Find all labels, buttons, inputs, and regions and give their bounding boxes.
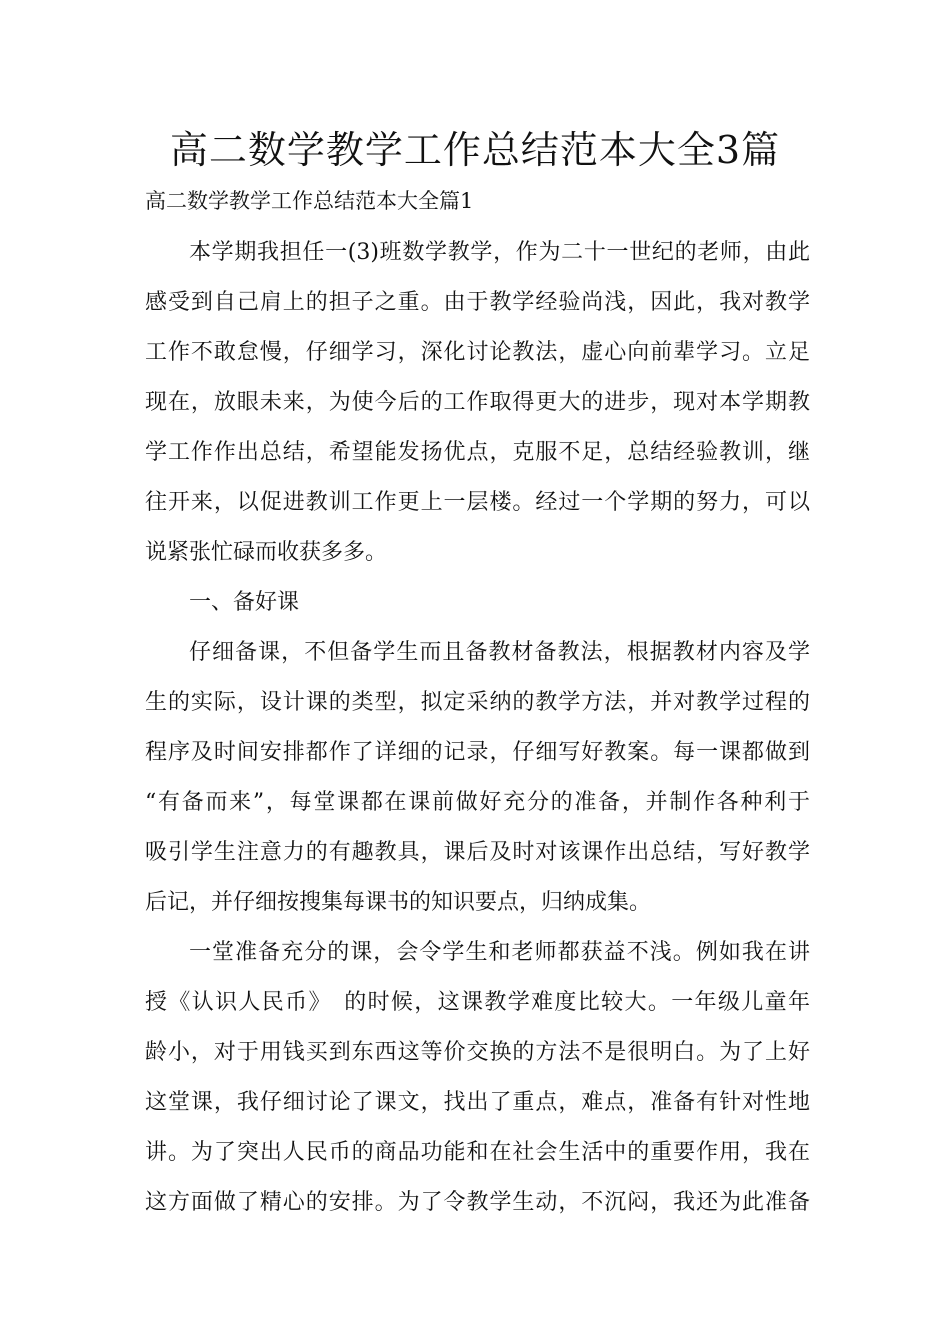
text-line: “有备而来”，每堂课都在课前做好充分的准备，并制作各种利于: [145, 790, 810, 815]
section-heading: 高二数学教学工作总结范本大全篇1: [145, 189, 474, 213]
text-line: 龄小，对于用钱买到东西这等价交换的方法不是很明白。为了上好: [145, 1040, 810, 1065]
text-line: 这方面做了精心的安排。为了令教学生动，不沉闷，我还为此准备: [145, 1190, 810, 1215]
text-line: 仔细备课，不但备学生而且备教材备教法，根据教材内容及学: [189, 640, 810, 665]
text-line: 工作不敢怠慢，仔细学习，深化讨论教法，虚心向前辈学习。立足: [145, 340, 810, 365]
text-line: 后记，并仔细按搜集每课书的知识要点，归纳成集。: [145, 890, 652, 915]
text-line: 一堂准备充分的课，会令学生和老师都获益不浅。例如我在讲: [189, 940, 810, 965]
text-line: 这堂课，我仔细讨论了课文，找出了重点，难点，准备有针对性地: [145, 1090, 810, 1115]
text-line: 本学期我担任一(3)班数学教学，作为二十一世纪的老师，由此: [189, 240, 810, 265]
document-body: [145, 228, 810, 1228]
text-line: 吸引学生注意力的有趣教具，课后及时对该课作出总结，写好教学: [145, 840, 810, 865]
text-line: 现在，放眼未来，为使今后的工作取得更大的进步，现对本学期教: [145, 390, 810, 415]
text-line: 感受到自己肩上的担子之重。由于教学经验尚浅，因此，我对教学: [145, 290, 810, 315]
text-line: 讲。为了突出人民币的商品功能和在社会生活中的重要作用，我在: [145, 1140, 810, 1165]
text-line: 往开来，以促进教训工作更上一层楼。经过一个学期的努力，可以: [145, 490, 810, 515]
text-line: 一、备好课: [189, 590, 300, 615]
text-line: 学工作作出总结，希望能发扬优点，克服不足，总结经验教训，继: [145, 440, 810, 465]
text-line: 生的实际，设计课的类型，拟定采纳的教学方法，并对教学过程的: [145, 690, 810, 715]
text-line: 授《认识人民币》 的时候，这课教学难度比较大。一年级儿童年: [145, 990, 810, 1015]
document-title: 高二数学教学工作总结范本大全3篇: [169, 128, 781, 172]
text-line: 程序及时间安排都作了详细的记录，仔细写好教案。每一课都做到: [145, 740, 810, 765]
text-line: 说紧张忙碌而收获多多。: [145, 540, 388, 565]
